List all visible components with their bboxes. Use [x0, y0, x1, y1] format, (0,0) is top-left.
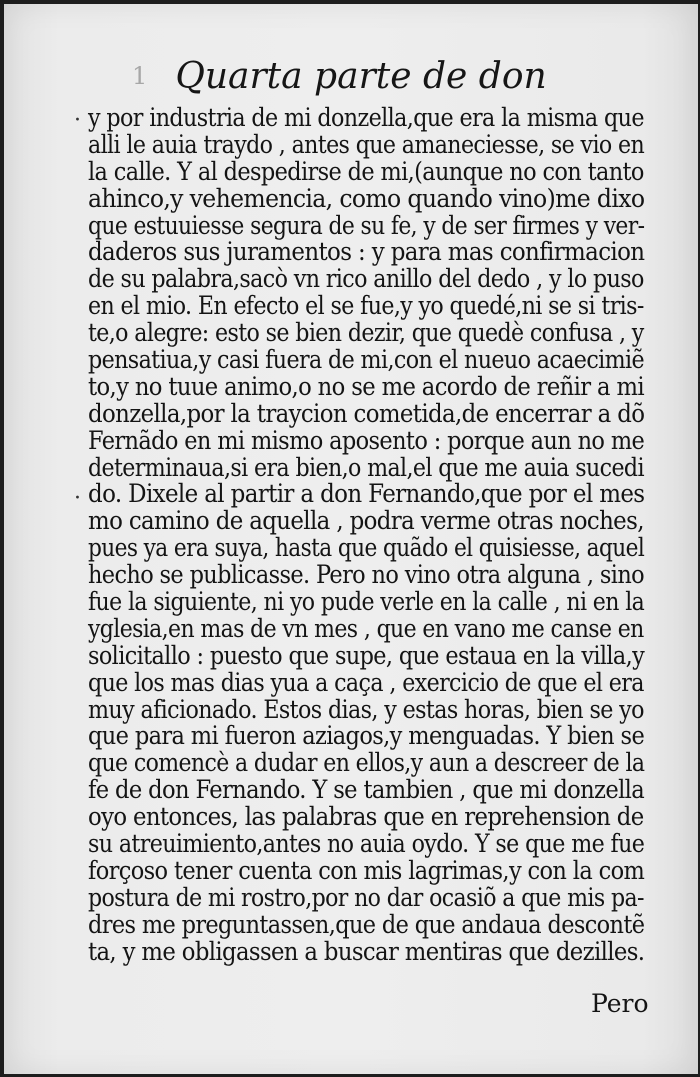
- running-head: Quarta parte de don: [175, 56, 547, 97]
- text-line: Fernãdo en mi mismo aposento : porque aun no me: [88, 425, 645, 455]
- text-line: ahinco,y vehemencia, como quando vino)me dixo: [88, 183, 645, 213]
- text-line: daderos sus juramentos : y para mas confirmacion: [88, 237, 645, 267]
- text-line: mo camino de aquella , podra verme otras noches,: [88, 506, 644, 536]
- text-line: muy aficionado. Estos dias, y estas horas, bien se yo: [88, 694, 644, 724]
- text-line: fue la siguiente, ni yo pude verle en la calle , ni en la: [88, 587, 645, 617]
- text-line: oyo entonces, las palabras que en reprehension de: [88, 802, 644, 832]
- text-line: en el mio. En efecto el se fue,y yo quedé,ni se si tris-: [88, 291, 644, 321]
- text-line: forçoso tener cuenta con mis lagrimas,y con la com: [88, 855, 645, 885]
- catchword: Pero: [591, 989, 649, 1018]
- text-line: pues ya era suya, hasta que quãdo el quisiesse, aquel: [88, 533, 645, 563]
- text-line: postura de mi rostro,por no dar ocasiõ a que mis pa-: [88, 882, 644, 912]
- page-header: [4, 56, 698, 102]
- text-line: su atreuimiento,antes no auia oydo. Y se que me fue: [88, 829, 645, 859]
- text-line: solicitallo : puesto que supe, que estaua en la villa,y: [88, 640, 645, 670]
- text-line: la calle. Y al despedirse de mi,(aunque no con tanto: [88, 156, 644, 186]
- text-line: donzella,por la traycion cometida,de encerrar a dõ: [88, 398, 645, 428]
- book-page: [4, 4, 698, 1074]
- margin-mark: ·: [74, 108, 81, 133]
- text-line: que comencè a dudar en ellos,y aun a descreer de la: [88, 748, 645, 778]
- text-line: y por industria de mi donzella,que era la misma que: [88, 103, 644, 132]
- text-line: do. Dixele al partir a don Fernando,que por el mes: [88, 479, 645, 509]
- text-line: fe de don Fernando. Y se tambien , que mi donzella: [88, 775, 645, 805]
- text-line: ta, y me obligassen a buscar mentiras que dezilles.: [88, 936, 645, 966]
- body-text: [88, 105, 644, 966]
- text-line: que los mas dias yua a caça , exercicio de que el era: [88, 667, 644, 697]
- text-line: hecho se publicasse. Pero no vino otra alguna , sino: [88, 560, 645, 590]
- text-line: determinaua,si era bien,o mal,el que me auia sucedi: [88, 452, 644, 482]
- text-line: yglesia,en mas de vn mes , que en vano me canse en: [88, 613, 644, 643]
- text-line: de su palabra,sacò vn rico anillo del dedo , y lo puso: [88, 264, 644, 294]
- text-line: pensatiua,y casi fuera de mi,con el nueuo acaecimiẽ: [88, 345, 645, 375]
- page-number: 1: [132, 62, 148, 90]
- text-line: te,o alegre: esto se bien dezir, que quedè confusa , y: [88, 318, 644, 348]
- text-line: que para mi fueron aziagos,y menguadas. Y bien se: [88, 721, 645, 751]
- text-line: dres me preguntassen,que de que andaua descontẽ: [88, 909, 645, 939]
- text-line: alli le auia traydo , antes que amaneciesse, se vio en: [88, 129, 645, 159]
- text-line: que estuuiesse segura de su fe, y de ser firmes y ver-: [88, 210, 645, 240]
- margin-mark: ·: [74, 486, 81, 511]
- text-line: to,y no tuue animo,o no se me acordo de reñir a mi: [88, 371, 644, 401]
